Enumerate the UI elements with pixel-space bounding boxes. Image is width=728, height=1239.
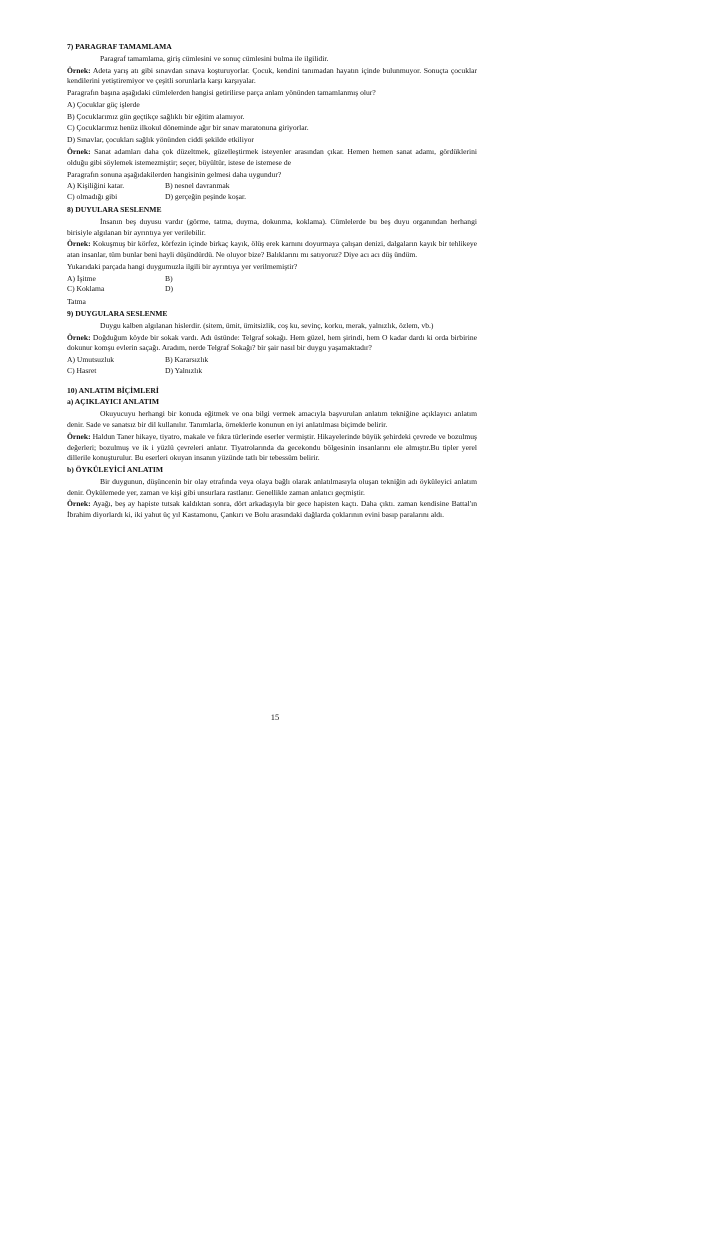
section-8-option-c: C) Koklama [67, 284, 105, 294]
section-8-option-d: D) [165, 284, 174, 294]
section-8-option-a: A) İşitme [67, 273, 96, 283]
section-10-b-example [67, 499, 477, 521]
section-10-b-text: Bir duygunun, düşüncenin bir olay etrafında veya olaya bağlı olarak anlatılmasıyla oluşan tekniğin adı öyküleyici anlatım denir. Öykülemede yer, zaman ve kişi gibi unsurlara rastlanır. Genellikle zaman anlatıcı geçmiştir. [67, 476, 477, 497]
section-7-option2-b: B) nesnel davranmak [165, 181, 230, 191]
section-7-question: Paragrafın başına aşağıdaki cümlelerden hangisi getirilirse parça anlam yönünden tamamlanmış olur? [67, 88, 376, 98]
section-9-heading: 9) DUYGULARA SESLENME [67, 308, 168, 318]
section-7-option2-a: A) Kişiliğini katar. [67, 181, 125, 191]
section-7-options-2 [67, 181, 477, 203]
example-text: Kokuşmuş bir körfez, körfezin içinde birkaç kayık, ölüş erek karnını doyurmaya çalışan denizi, dalgaların kayık bir tehlikeye atan insanlar, tüm bunlar beni hayli düşündürdü. Ne oluyor bize? Balıklarını mı satıyoruz? Diye acı acı düş ündüm. [67, 239, 477, 260]
section-9-options [67, 355, 477, 377]
section-7-example-2 [67, 147, 477, 169]
section-10-a-example [67, 432, 477, 464]
section-9-option-a: A) Umutsuzluk [67, 355, 115, 365]
section-9-option-b: B) Kararsızlık [165, 355, 209, 365]
example-label: Örnek: [67, 147, 91, 157]
section-7-question-2: Paragrafın sonuna aşağıdakilerden hangisinin gelmesi daha uygundur? [67, 169, 282, 179]
example-label: Örnek: [67, 431, 91, 441]
section-8-options [67, 274, 477, 296]
section-7-option-d: D) Sınavlar, çocukları sağlık yönünden ciddi şekilde etkiliyor [67, 135, 254, 145]
section-8-question: Yukarıdaki parçada hangi duygumuzla ilgili bir ayrıntıya yer verilmemiştir? [67, 261, 298, 271]
example-text: Sanat adamları daha çok düzeltmek, güzelleştirmek isteyenler arasından çıkar. Hemen hemen sanat adamı, gördüklerini olduğu gibi söylemek istemezmiştir; seçer, büyültür, istese de istemese de [67, 147, 477, 167]
section-7-option-a: A) Çocuklar güç işlerde [67, 99, 140, 109]
example-text: Ayağı, beş ay hapiste tutsak kaldıktan sonra, dört arkadaşıyla bir gece hapisten kaçtı. Daha çıktı. zaman kendisine Battal'ın İbrahim diyorlardı ki, iki yahut üç yıl Kastamonu, Çankırı ve Bolu arasındaki dağlarda çoklarının evini basıp paralarını aldı. [67, 499, 477, 520]
section-7-option2-d: D) gerçeğin peşinde koşar. [165, 192, 246, 202]
section-10-heading: 10) ANLATIM BİÇİMLERİ [67, 385, 159, 395]
example-text: Doğduğum köyde bir sokak vardı. Adı üstünde: Telgraf sokağı. Hem güzel, hem şirindi, hem O kadar dardı ki orda birbirine dokunur komşu evlerin saçağı. Aradım, nerde Telgraf Sokağı? bir şair nasıl bir duygu yaşamaktadır? [67, 332, 477, 353]
section-7-heading: 7) PARAGRAF TAMAMLAMA [67, 42, 172, 51]
section-10-a-heading: a) AÇIKLAYICI ANLATIM [67, 397, 159, 407]
section-9-option-d: D) Yalnızlık [165, 365, 203, 375]
section-8-option-b: B) [165, 273, 173, 283]
section-8-tail: Tatma [67, 297, 86, 307]
section-8-example [67, 239, 477, 261]
section-7-option2-c: C) olmadığı gibi [67, 192, 118, 202]
section-9-option-c: C) Hasret [67, 365, 97, 375]
section-10-b-heading: b) ÖYKÜLEYİCİ ANLATIM [67, 465, 164, 475]
document-body [67, 42, 477, 522]
section-9-intro: Duygu kalben algılanan hislerdir. (sitem, ümit, ümitsizlik, coş ku, sevinç, korku, merak, yalnızlık, özlem, vb.) [100, 320, 434, 330]
example-text: Haldun Taner hikaye, tiyatro, makale ve fıkra türlerinde eserler vermiştir. Hikayelerinde büyük şehirdeki çevrede ve bozulmuş değerleri; bozulmuş ve ik i yüzlü çevreleri anlatır. Tiyatrolarında da gecekondu bölgesinin insanlarını ele almıştır.Bu tipler yerel dillerile konuşturulur. Bu eserleri okuyan insanın yüzünde tatlı bir tebessüm belirir. [67, 431, 477, 463]
section-7-option-b: B) Çocuklarımız gün geçtikçe sağlıklı bir eğitim alamıyor. [67, 111, 245, 121]
section-10-a-text: Okuyucuyu herhangi bir konuda eğitmek ve ona bilgi vermek amacıyla başvurulan anlatım tekniğine açıklayıcı anlatım denir. Sade ve sanatsız bir dil kullanılır. Tanımlarla, örneklerle konunun en iyi anlatılması biçimde belirir. [67, 409, 477, 429]
page-number: 15 [270, 712, 280, 722]
section-8-heading: 8) DUYULARA SESLENME [67, 204, 162, 214]
example-label: Örnek: [67, 65, 91, 75]
section-7-option-c: C) Çocuklarımız henüz ilkokul döneminde ağır bir sınav maratonuna giriyorlar. [67, 123, 309, 133]
section-8-intro: İnsanın beş duyusu vardır (görme, tatma, duyma, dokunma, koklama). Cümlelerde bu beş duyu organından herhangi birisiyle algılanan bir ayrıntıya yer verilebilir. [67, 216, 477, 237]
section-7-intro: Paragraf tamamlama, giriş cümlesini ve sonuç cümlesini bulma ile ilgilidir. [100, 53, 329, 63]
example-label: Örnek: [67, 499, 91, 509]
example-label: Örnek: [67, 332, 91, 342]
section-7-example [67, 66, 477, 88]
example-text: Adeta yarış atı gibi sınavdan sınava koşturuyorlar. Çocuk, kendini tanımadan hayatın içinde bulunmuyor. Sonuçta çocuklar kendilerini yetiştiremiyor ve çeşitli sorunlarla karşı karşıyalar. [67, 65, 477, 86]
example-label: Örnek: [67, 239, 91, 249]
section-9-example [67, 333, 477, 355]
